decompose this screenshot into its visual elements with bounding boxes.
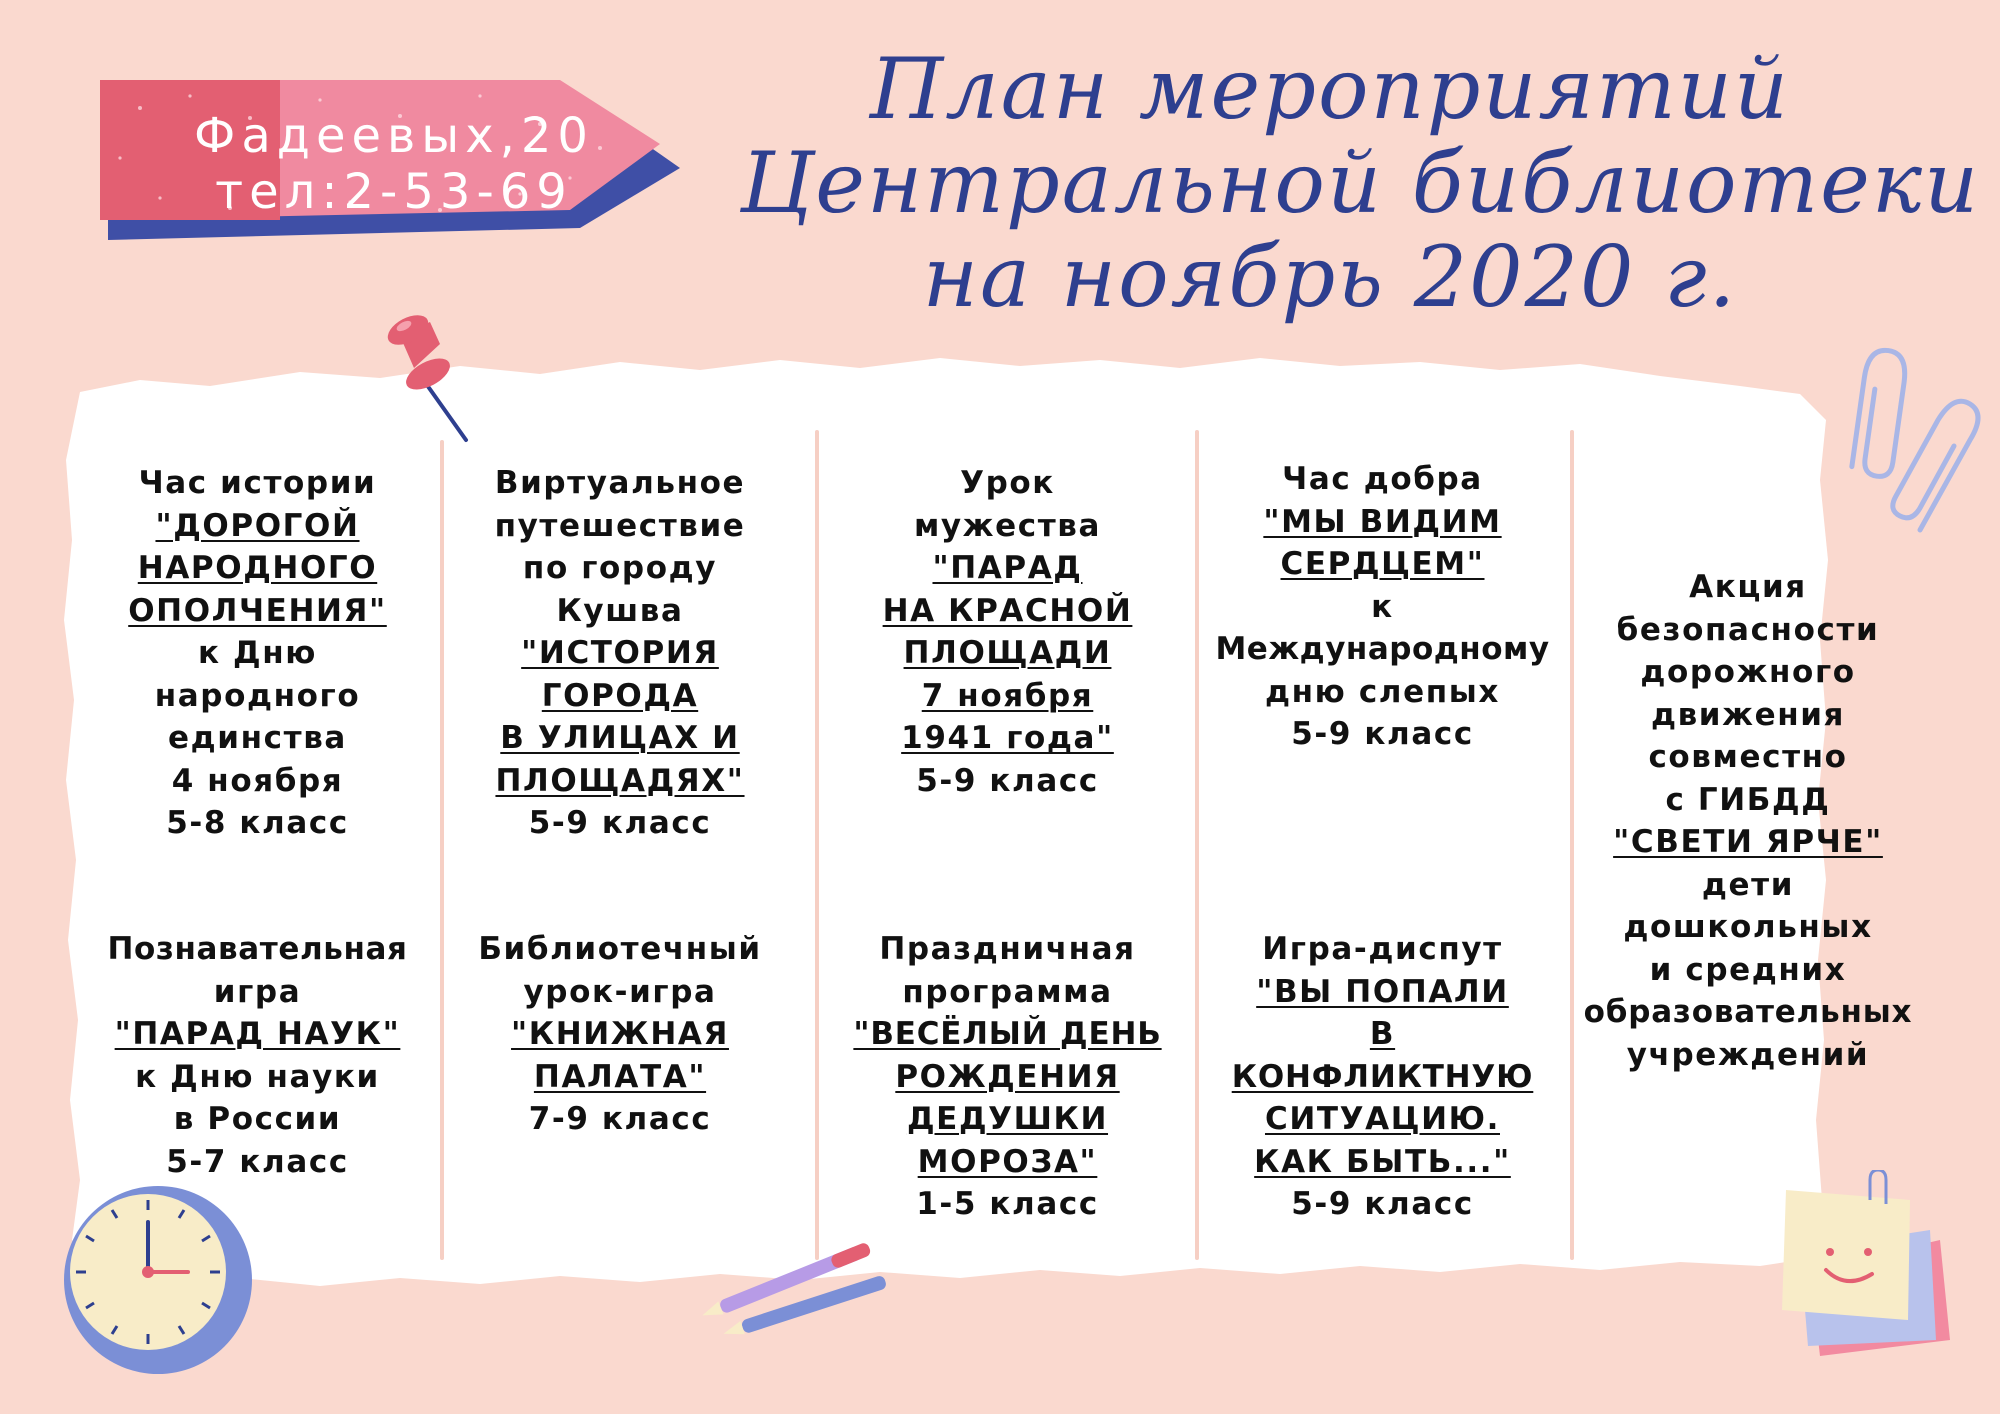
event-line: НАРОДНОГО <box>137 550 378 586</box>
event-debate-game <box>1200 928 1565 1226</box>
event-line: Урок <box>960 465 1055 501</box>
sticky-note-icon <box>1760 1170 1960 1370</box>
event-library-lesson <box>450 928 790 1141</box>
event-line: с ГИБДД <box>1665 781 1831 818</box>
event-science-game <box>80 928 435 1183</box>
event-line: Час добра <box>1282 461 1483 497</box>
event-line: Час истории <box>138 465 377 501</box>
event-line: 1-5 класс <box>916 1186 1099 1222</box>
event-line: Акция <box>1689 569 1807 605</box>
event-line: единства <box>168 720 347 756</box>
event-line: 5-9 класс <box>916 762 1099 799</box>
event-line: по городу <box>522 550 718 586</box>
event-line: СЕРДЦЕМ" <box>1280 546 1485 582</box>
event-line: дню слепых <box>1265 673 1500 710</box>
event-line: РОЖДЕНИЯ <box>895 1058 1120 1095</box>
event-line: ПЛОЩАДИ <box>903 635 1112 671</box>
event-line: Кушва <box>556 592 684 629</box>
event-line: 5-8 класс <box>166 805 349 841</box>
event-line: Игра-диспут <box>1262 931 1503 967</box>
event-line: 4 ноября <box>171 762 344 799</box>
event-line: "ПАРАД НАУК" <box>114 1016 401 1052</box>
column-divider <box>440 440 444 1260</box>
event-line: движения <box>1650 696 1846 733</box>
push-pin-icon <box>370 308 480 448</box>
event-line: НА КРАСНОЙ <box>882 592 1133 629</box>
page-title <box>740 40 1981 326</box>
event-line: к <box>1371 588 1394 625</box>
event-line: В УЛИЦАХ И <box>500 720 740 756</box>
event-line: ГОРОДА <box>541 677 699 714</box>
event-line: образовательных <box>1583 994 1913 1030</box>
event-line: 5-9 класс <box>1291 716 1474 752</box>
event-line: СИТУАЦИЮ. <box>1264 1101 1500 1137</box>
address-tag <box>100 78 680 248</box>
title-line-2: Центральной библиотеки <box>740 134 1981 232</box>
title-line-3: на ноябрь 2020 г. <box>922 228 1738 326</box>
event-line: ОПОЛЧЕНИЯ" <box>128 592 387 629</box>
event-line: к Дню науки <box>135 1058 380 1095</box>
event-line: ПАЛАТА" <box>533 1058 707 1095</box>
event-line: Праздничная <box>879 931 1136 967</box>
event-line: безопасности <box>1616 611 1880 648</box>
event-line: В <box>1369 1016 1396 1052</box>
address-street: Фадеевых,20 <box>194 108 594 164</box>
event-line: КОНФЛИКТНУЮ <box>1231 1058 1534 1095</box>
event-courage-lesson <box>830 462 1185 802</box>
event-line: "ИСТОРИЯ <box>521 635 719 671</box>
column-divider <box>1570 430 1574 1260</box>
pens-icon <box>690 1230 910 1350</box>
event-line: народного <box>154 677 361 714</box>
event-line: 5-9 класс <box>1291 1186 1474 1222</box>
event-line: программа <box>902 973 1113 1010</box>
event-line: "ДОРОГОЙ <box>155 507 360 544</box>
event-line: 1941 года" <box>901 720 1114 756</box>
event-line: "ВЕСЁЛЫЙ ДЕНЬ <box>853 1016 1162 1052</box>
clock-icon <box>58 1180 258 1380</box>
event-road-safety <box>1578 566 1918 1076</box>
paperclip-icon <box>1830 340 2000 540</box>
event-line: "СВЕТИ ЯРЧЕ" <box>1613 824 1883 860</box>
event-holiday-program <box>825 928 1190 1226</box>
event-line: дошкольных <box>1623 909 1873 945</box>
event-line: игра <box>213 973 302 1010</box>
event-line: совместно <box>1648 739 1848 775</box>
address-phone: тел:2-53-69 <box>215 164 573 220</box>
event-line: Виртуальное <box>494 465 746 501</box>
event-line: 5-7 класс <box>166 1143 349 1180</box>
event-line: дорожного <box>1640 654 1856 690</box>
column-divider <box>815 430 819 1260</box>
event-virtual-trip <box>450 462 790 845</box>
event-line: к Дню <box>198 635 317 671</box>
event-line: Библиотечный <box>478 931 762 967</box>
event-line: МОРОЗА" <box>917 1143 1098 1180</box>
event-line: 5-9 класс <box>528 805 712 841</box>
title-line-1: План мероприятий <box>870 40 1790 138</box>
event-line: КАК БЫТЬ..." <box>1254 1143 1511 1180</box>
event-line: путешествие <box>494 507 746 544</box>
event-line: 7 ноября <box>921 677 1094 714</box>
event-line: "КНИЖНАЯ <box>511 1016 729 1052</box>
event-line: мужества <box>913 507 1102 544</box>
event-line: Познавательная <box>107 931 408 967</box>
event-line: урок-игра <box>523 973 717 1010</box>
event-line: в России <box>173 1101 342 1137</box>
event-line: "МЫ ВИДИМ <box>1263 503 1502 540</box>
event-line: ПЛОЩАДЯХ" <box>495 762 745 799</box>
event-line: учреждений <box>1626 1036 1870 1073</box>
event-line: "ВЫ ПОПАЛИ <box>1256 973 1509 1010</box>
event-line: и средних <box>1649 951 1847 988</box>
column-divider <box>1195 430 1199 1260</box>
event-line: 7-9 класс <box>528 1101 712 1137</box>
event-line: "ПАРАД <box>932 550 1083 586</box>
event-history-hour <box>80 462 435 845</box>
event-kindness-hour <box>1200 458 1565 756</box>
event-line: ДЕДУШКИ <box>906 1101 1109 1137</box>
event-line: дети <box>1701 866 1795 903</box>
event-line: Международному <box>1215 631 1550 667</box>
